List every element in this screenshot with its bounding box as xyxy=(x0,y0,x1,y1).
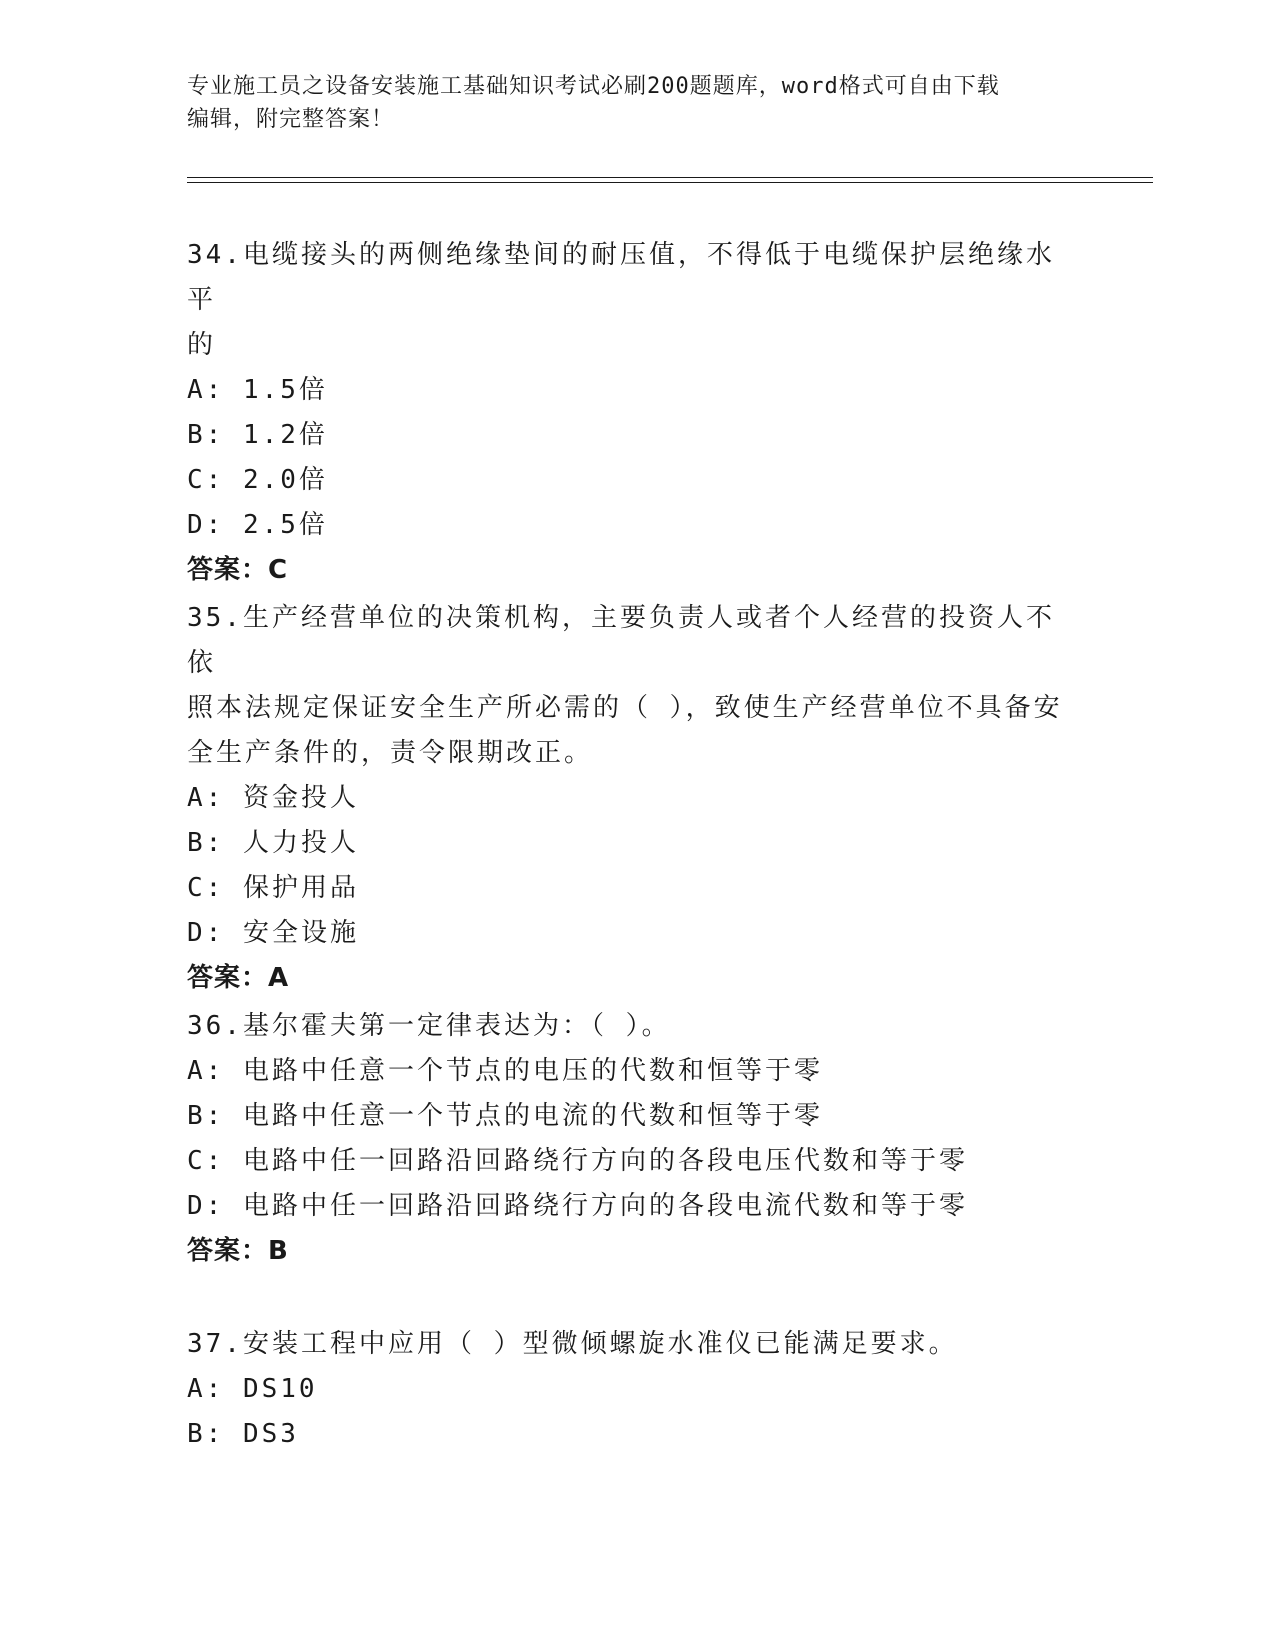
question-stem-line: 37.安装工程中应用（ ）型微倾螺旋水准仪已能满足要求。 xyxy=(187,1329,958,1359)
question-36 xyxy=(187,1004,1087,1274)
header-divider-top xyxy=(187,177,1153,178)
question-stem-line: 全生产条件的，责令限期改正。 xyxy=(187,738,594,768)
header-line-2: 编辑，附完整答案！ xyxy=(187,107,395,132)
answer-line: 答案：B xyxy=(187,1236,289,1266)
option-c: C: 2.0倍 xyxy=(187,465,328,495)
option-b: B: DS3 xyxy=(187,1419,299,1449)
question-stem-line: 34.电缆接头的两侧绝缘垫间的耐压值，不得低于电缆保护层绝缘水平 xyxy=(187,240,1055,315)
option-b: B: 1.2倍 xyxy=(187,420,328,450)
option-d: D: 电路中任一回路沿回路绕行方向的各段电流代数和等于零 xyxy=(187,1191,968,1221)
option-c: C: 电路中任一回路沿回路绕行方向的各段电压代数和等于零 xyxy=(187,1146,968,1176)
option-d: D: 2.5倍 xyxy=(187,510,328,540)
question-stem-line: 照本法规定保证安全生产所必需的（ ），致使生产经营单位不具备安 xyxy=(187,693,1063,723)
header-line-1: 专业施工员之设备安装施工基础知识考试必刷200题题库，word格式可自由下载 xyxy=(187,74,1000,99)
option-b: B: 人力投人 xyxy=(187,828,359,858)
option-a: A: DS10 xyxy=(187,1374,318,1404)
option-d: D: 安全设施 xyxy=(187,918,359,948)
question-stem-line: 的 xyxy=(187,330,217,360)
option-a: A: 1.5倍 xyxy=(187,375,328,405)
answer-line: 答案：C xyxy=(187,555,289,585)
question-34 xyxy=(187,233,1087,593)
header-divider-bottom xyxy=(187,182,1153,183)
question-35 xyxy=(187,596,1087,1001)
question-37 xyxy=(187,1322,1087,1457)
question-stem-line: 35.生产经营单位的决策机构，主要负责人或者个人经营的投资人不依 xyxy=(187,603,1055,678)
option-a: A: 电路中任意一个节点的电压的代数和恒等于零 xyxy=(187,1056,823,1086)
answer-line: 答案：A xyxy=(187,963,290,993)
question-stem-line: 36.基尔霍夫第一定律表达为：（ ）。 xyxy=(187,1011,671,1041)
option-a: A: 资金投人 xyxy=(187,783,359,813)
option-c: C: 保护用品 xyxy=(187,873,359,903)
option-b: B: 电路中任意一个节点的电流的代数和恒等于零 xyxy=(187,1101,823,1131)
document-header xyxy=(187,70,1067,136)
